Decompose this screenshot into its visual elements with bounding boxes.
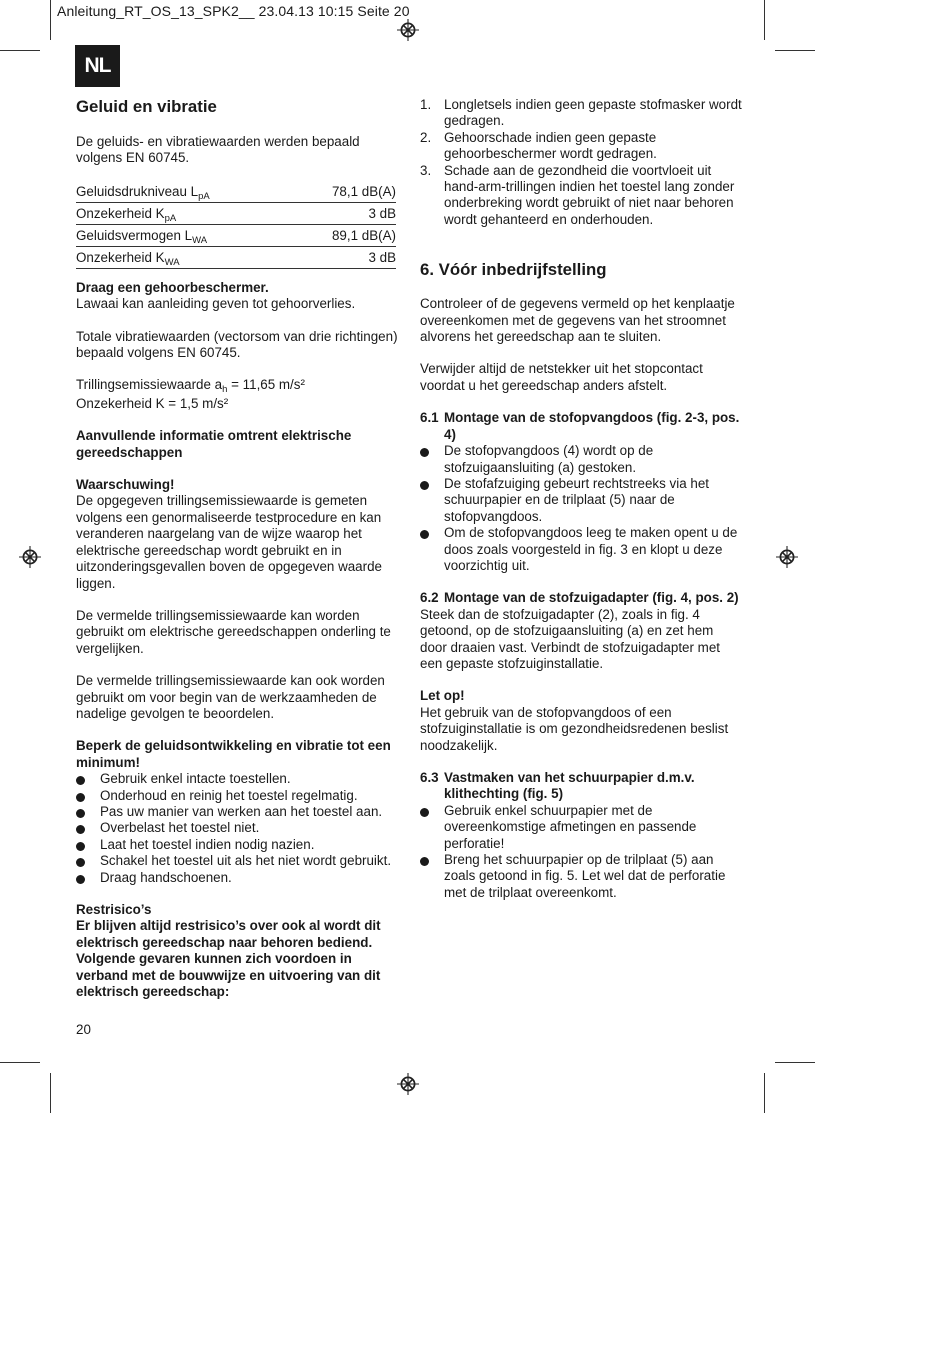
adapter-text: Steek dan de stofzuigadapter (2), zoals in fig. 4 getoond, op de stofzuigaansluiting (a) en zet hem door draaien vast. Verbindt de stofzuigadapter met een gepaste stofzuiginstallatie.	[420, 606, 720, 671]
crop-mark	[764, 0, 765, 40]
bullet-icon	[420, 481, 429, 490]
spec-sub: pA	[198, 190, 210, 202]
bullet-icon	[76, 793, 85, 802]
list-item: Draag handschoenen.	[76, 870, 398, 886]
list-item: De stofopvangdoos (4) wordt op de stofzuigaansluiting (a) gestoken.	[420, 443, 742, 476]
language-badge: NL	[75, 45, 120, 87]
table-row	[76, 246, 396, 268]
crop-mark	[50, 1073, 51, 1113]
list-item: 3. Schade aan de gezondheid die voortvloeit uit hand-arm-trillingen indien het toestel lang zonder onderbreking wordt gebruikt of niet naar behoren wordt gehanteerd en onderhouden.	[420, 162, 735, 227]
table-row	[76, 224, 396, 246]
crop-mark	[775, 50, 815, 51]
compare-text: De vermelde trillingsemissiewaarde kan worden gebruikt om elektrische gereedschappen onderling te vergelijken.	[76, 607, 391, 656]
list-item: Overbelast het toestel niet.	[76, 820, 398, 836]
section-title: 6. Vóór inbedrijfstelling	[420, 260, 607, 280]
list-item: 1. Longletsels indien geen gepaste stofmasker wordt gedragen.	[420, 97, 742, 129]
bullet-icon	[76, 825, 85, 834]
page-number: 20	[76, 1022, 91, 1037]
spec-label: Onzekerheid K	[76, 205, 165, 221]
list-item: Laat het toestel indien nodig nazien.	[76, 837, 398, 853]
registration-mark-icon	[397, 1073, 419, 1095]
check-text: Controleer of de gegevens vermeld op het kenplaatje overeenkomen met de gegevens van het stroomnet alvorens het gereedschap aan te sluiten.	[420, 296, 735, 345]
caution-heading: Let op!	[420, 688, 465, 704]
residual-risks-heading: Restrisico’s	[76, 902, 152, 917]
list-item: 2. Gehoorschade indien geen gepaste gehoorbeschermer wordt gedragen.	[420, 129, 657, 162]
crop-mark	[775, 1062, 815, 1063]
dust-box-list	[420, 443, 742, 574]
section-title: Geluid en vibratie	[76, 97, 217, 116]
assess-text: De vermelde trillingsemissiewaarde kan ook worden gebruikt om voor begin van de werkzaamheden de nadelige gevolgen te beoordelen.	[76, 673, 385, 721]
bullet-icon	[76, 776, 85, 785]
subsection-heading: 6.3 Vastmaken van het schuurpapier d.m.v. klithechting (fig. 5)	[420, 770, 695, 802]
list-item: Pas uw manier van werken aan het toestel aan.	[76, 804, 398, 820]
limit-list	[76, 771, 398, 886]
sandpaper-list	[420, 803, 742, 901]
list-item: Gebruik enkel intacte toestellen.	[76, 771, 398, 787]
risk-list	[420, 97, 742, 228]
warning-text: De opgegeven trillingsemissiewaarde is gemeten volgens een genormaliseerde testprocedure en kan veranderen naargelang van de wijze waarop het elektrische gereedschap wordt gebruikt en in uitzonderingsgevallen boven de opgegeven waarde liggen.	[76, 493, 382, 591]
spec-label: Onzekerheid K	[76, 249, 165, 265]
warning-heading: Waarschuwing!	[76, 477, 175, 493]
list-item: Om de stofopvangdoos leeg te maken opent u de doos zoals voorgesteld in fig. 3 en klopt u deze voorzichtig uit.	[420, 525, 742, 574]
table-row	[76, 202, 396, 224]
left-column	[76, 97, 398, 1000]
list-item: De stofafzuiging gebeurt rechtstreeks via het schuurpapier en de trilplaat (5) naar de stofopvangdoos.	[420, 476, 742, 525]
spec-value: 78,1 dB(A)	[292, 181, 396, 203]
spec-value: 3 dB	[292, 246, 396, 268]
list-item: Gebruik enkel schuurpapier met de overeenkomstige afmetingen en passende perforatie!	[420, 803, 742, 852]
list-item: Onderhoud en reinig het toestel regelmatig.	[76, 788, 398, 804]
spec-sub: WA	[164, 256, 180, 268]
bullet-icon	[76, 875, 85, 884]
registration-mark-icon	[19, 546, 41, 568]
right-column	[420, 97, 742, 901]
hearing-warning: Draag een gehoorbeschermer.	[76, 279, 269, 295]
crop-mark	[0, 1062, 40, 1063]
spec-value: 89,1 dB(A)	[292, 224, 396, 246]
spec-label: Geluidsvermogen L	[76, 227, 193, 243]
crop-mark	[0, 50, 40, 51]
bullet-icon	[76, 842, 85, 851]
residual-risks-text: Er blijven altijd restrisico’s over ook al wordt dit elektrisch gereedschap naar behoren bediend. Volgende gevaren kunnen zich voordoen in verband met de bouwwijze en uitvoering van dit elektrisch gereedschap:	[76, 918, 381, 1000]
vibration-uncertainty: Onzekerheid K = 1,5 m/s²	[76, 395, 229, 411]
additional-info-heading: Aanvullende informatie omtrent elektrische gereedschappen	[76, 428, 352, 460]
bullet-icon	[420, 448, 429, 457]
list-item: Breng het schuurpapier op de trilplaat (5) aan zoals getoond in fig. 5. Let wel dat de perforatie met de trilplaat overeenkomt.	[420, 852, 742, 901]
spec-sub: WA	[192, 234, 208, 246]
table-row	[76, 181, 396, 203]
registration-mark-icon	[397, 19, 419, 41]
vibration-total-text: Totale vibratiewaarden (vectorsom van drie richtingen) bepaald volgens EN 60745.	[76, 328, 398, 361]
vibration-emission: Trillingsemissiewaarde $a_h = 11,65$ m/s²	[76, 377, 305, 396]
bullet-icon	[420, 808, 429, 817]
hearing-text: Lawaai kan aanleiding geven tot gehoorverlies.	[76, 296, 356, 312]
subsection-heading: 6.2 Montage van de stofzuigadapter (fig. 4, pos. 2)	[420, 590, 739, 606]
registration-mark-icon	[776, 546, 798, 568]
print-header: Anleitung_RT_OS_13_SPK2__ 23.04.13 10:15 Seite 20	[57, 3, 410, 19]
bullet-icon	[76, 858, 85, 867]
spec-value: 3 dB	[292, 202, 396, 224]
bullet-icon	[420, 530, 429, 539]
intro-text: De geluids- en vibratiewaarden werden bepaald volgens EN 60745.	[76, 134, 360, 166]
spec-table	[76, 181, 396, 269]
subsection-heading: 6.1 Montage van de stofopvangdoos (fig. 2-3, pos. 4)	[420, 410, 740, 442]
crop-mark	[50, 0, 51, 40]
bullet-icon	[76, 809, 85, 818]
bullet-icon	[420, 857, 429, 866]
crop-mark	[764, 1073, 765, 1113]
spec-label: Geluidsdrukniveau L	[76, 183, 199, 199]
caution-text: Het gebruik van de stofopvangdoos of een stofzuiginstallatie is om gezondheidsredenen beslist noodzakelijk.	[420, 704, 729, 753]
limit-heading: Beperk de geluidsontwikkeling en vibratie tot een minimum!	[76, 738, 391, 770]
unplug-text: Verwijder altijd de netstekker uit het stopcontact voordat u het gereedschap anders afstelt.	[420, 361, 703, 393]
spec-sub: pA	[164, 212, 177, 224]
list-item: Schakel het toestel uit als het niet wordt gebruikt.	[76, 853, 398, 869]
